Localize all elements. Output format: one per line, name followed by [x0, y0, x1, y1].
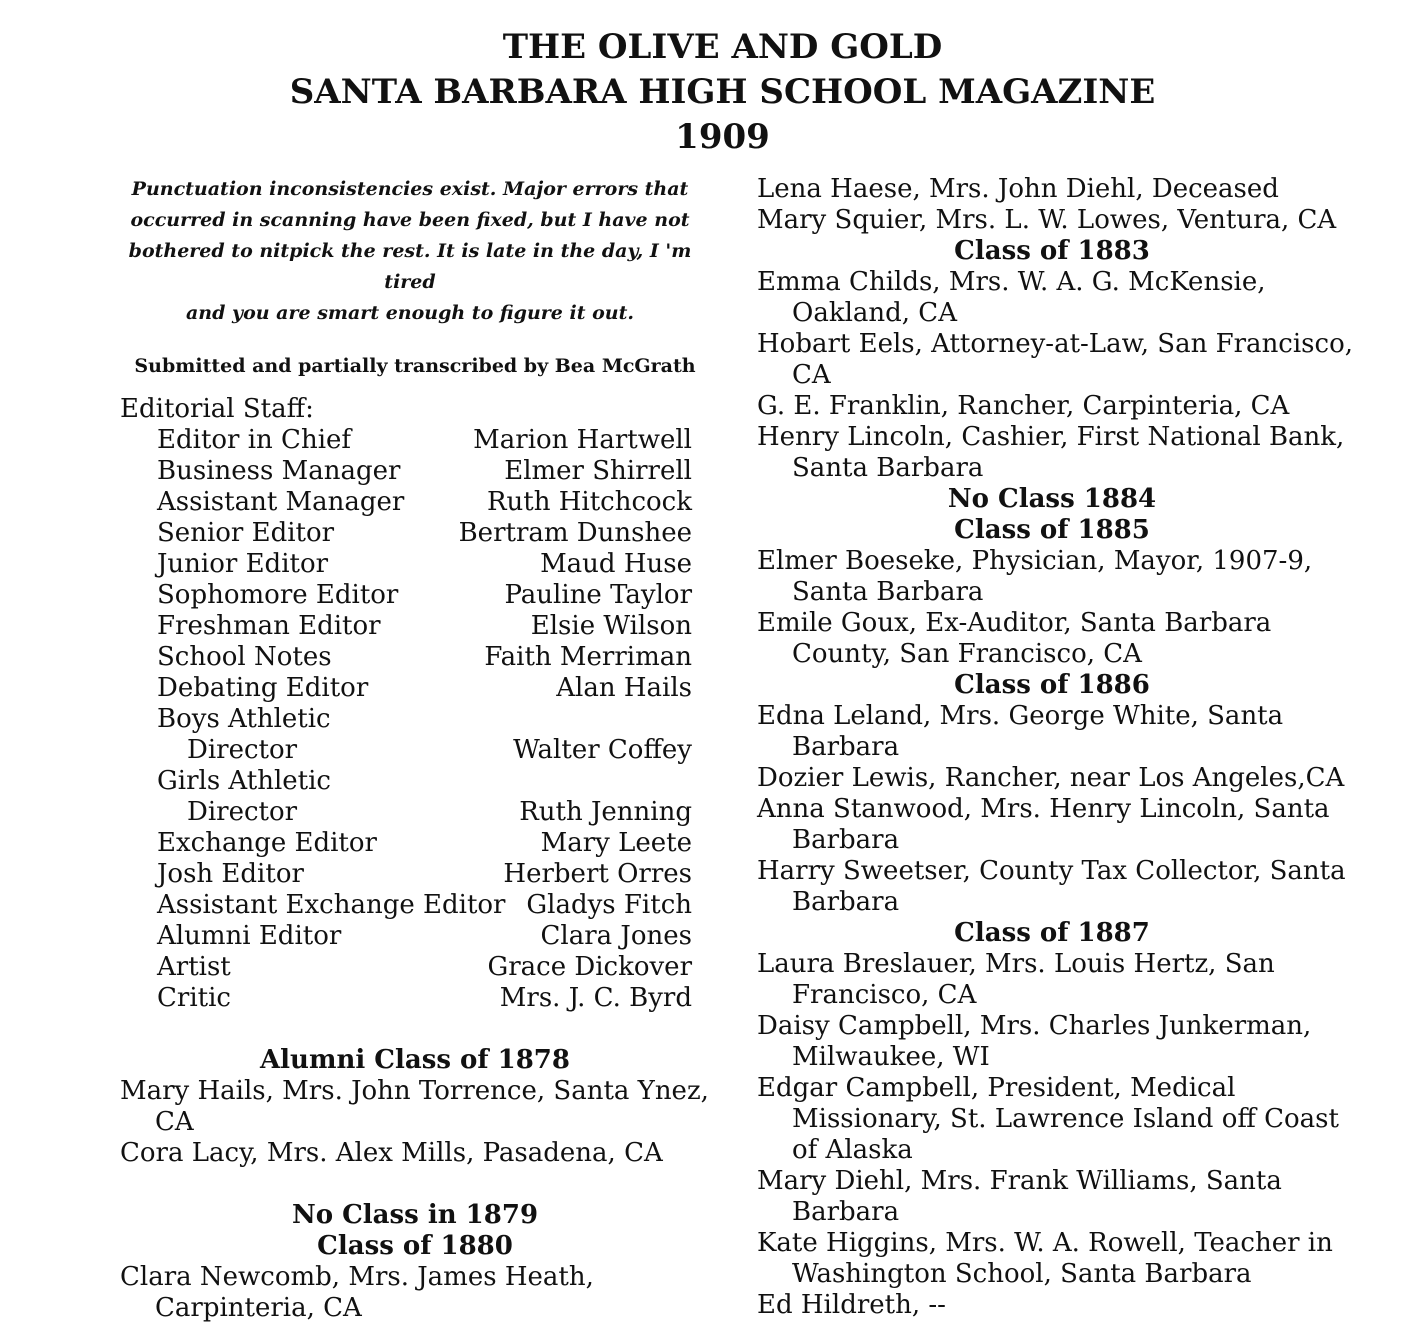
- alumni-entry: [120, 1076, 710, 1138]
- staff-role: Exchange Editor: [157, 828, 377, 858]
- staff-row: [120, 704, 710, 735]
- staff-row: [120, 983, 710, 1014]
- entry-line: Mary Squier, Mrs. L. W. Lowes, Ventura, CA: [757, 205, 1337, 235]
- entry-line: Henry Lincoln, Cashier, First National Bank,: [757, 422, 1345, 452]
- magazine-subtitle: SANTA BARBARA HIGH SCHOOL MAGAZINE: [289, 72, 1156, 112]
- entry-continuation: Barbara: [792, 1197, 900, 1227]
- staff-role: Director: [187, 735, 298, 765]
- staff-name: Elmer Shirrell: [504, 456, 692, 486]
- staff-name: Gladys Fitch: [526, 890, 692, 920]
- staff-row: [120, 766, 710, 797]
- staff-row: [120, 828, 710, 859]
- alumni-entry: [757, 701, 1407, 763]
- alumni-entry: [757, 949, 1407, 1011]
- staff-name: Walter Coffey: [513, 735, 692, 765]
- staff-name: Ruth Jenning: [519, 797, 692, 827]
- alumni-entry: [757, 205, 1407, 236]
- note-line: bothered to nitpick the rest. It is late in the day, I 'm tired: [128, 240, 692, 293]
- entry-continuation: Santa Barbara: [792, 453, 984, 483]
- staff-role: Junior Editor: [157, 549, 329, 579]
- staff-row: [120, 952, 710, 983]
- class-heading-1885: Class of 1885: [954, 515, 1150, 545]
- staff-name: Herbert Orres: [503, 859, 692, 889]
- staff-name: Alan Hails: [556, 673, 692, 703]
- entry-line: Emma Childs, Mrs. W. A. G. McKensie,: [757, 267, 1266, 297]
- entry-line: Lena Haese, Mrs. John Diehl, Deceased: [757, 174, 1279, 204]
- staff-role: Assistant Manager: [157, 487, 405, 517]
- entry-line: Mary Hails, Mrs. John Torrence, Santa Ynez,: [120, 1076, 709, 1106]
- staff-role: Assistant Exchange Editor: [157, 890, 506, 920]
- entry-line: Edgar Campbell, President, Medical: [757, 1073, 1236, 1103]
- staff-role: Freshman Editor: [157, 611, 381, 641]
- staff-role: Debating Editor: [157, 673, 369, 703]
- staff-role: School Notes: [157, 642, 332, 672]
- entry-line: Cora Lacy, Mrs. Alex Mills, Pasadena, CA: [120, 1138, 663, 1168]
- staff-name: Grace Dickover: [487, 952, 692, 982]
- entry-continuation: Washington School, Santa Barbara: [792, 1259, 1252, 1289]
- note-line: and you are smart enough to figure it out.: [186, 302, 634, 324]
- right-column: [757, 174, 1407, 1321]
- staff-row: [120, 673, 710, 704]
- staff-name: Maud Huse: [540, 549, 692, 579]
- staff-name: Mrs. J. C. Byrd: [499, 983, 692, 1013]
- staff-row: [120, 518, 710, 549]
- staff-name: Clara Jones: [540, 921, 692, 951]
- entry-line: G. E. Franklin, Rancher, Carpinteria, CA: [757, 391, 1290, 421]
- entry-line: Hobart Eels, Attorney-at-Law, San Francisco,: [757, 329, 1354, 359]
- staff-role: Alumni Editor: [157, 921, 342, 951]
- class-heading-1878: Alumni Class of 1878: [260, 1045, 570, 1075]
- class-heading-1880: Class of 1880: [317, 1231, 513, 1261]
- alumni-entry: [757, 1290, 1407, 1321]
- note-line: occurred in scanning have been fixed, but I have not: [130, 209, 690, 231]
- alumni-entry: [757, 546, 1407, 608]
- entry-continuation: Milwaukee, WI: [792, 1042, 990, 1072]
- staff-row: [120, 921, 710, 952]
- entry-continuation: Barbara: [792, 887, 900, 917]
- note-line: Punctuation inconsistencies exist. Major errors that: [131, 178, 689, 200]
- alumni-entry: [757, 608, 1407, 670]
- alumni-entry: [757, 794, 1407, 856]
- entry-line: Daisy Campbell, Mrs. Charles Junkerman,: [757, 1011, 1312, 1041]
- staff-role: Josh Editor: [157, 859, 304, 889]
- class-heading-1887: Class of 1887: [954, 918, 1150, 948]
- editorial-staff-list: [120, 425, 710, 1014]
- staff-name: Marion Hartwell: [473, 425, 692, 455]
- entry-line: Harry Sweetser, County Tax Collector, Santa: [757, 856, 1346, 886]
- staff-name: Bertram Dunshee: [458, 518, 692, 548]
- alumni-entry: [757, 1228, 1407, 1290]
- editorial-staff-heading: Editorial Staff:: [120, 394, 314, 424]
- entry-line: Clara Newcomb, Mrs. James Heath,: [120, 1262, 594, 1292]
- staff-row: [120, 456, 710, 487]
- entry-line: Dozier Lewis, Rancher, near Los Angeles,CA: [757, 763, 1345, 793]
- staff-role: Sophomore Editor: [157, 580, 399, 610]
- class-heading-1879: No Class in 1879: [291, 1200, 539, 1230]
- staff-role: Girls Athletic: [157, 766, 331, 796]
- staff-role: Artist: [157, 952, 231, 982]
- staff-name: Pauline Taylor: [504, 580, 692, 610]
- alumni-entry: [757, 329, 1407, 391]
- entry-line: Ed Hildreth, --: [757, 1290, 946, 1320]
- alumni-entry: [757, 391, 1407, 422]
- staff-row: [120, 611, 710, 642]
- alumni-entry: [120, 1138, 710, 1169]
- staff-row: [120, 797, 710, 828]
- staff-row: [120, 580, 710, 611]
- alumni-entry: [757, 422, 1407, 484]
- magazine-title: THE OLIVE AND GOLD: [502, 27, 943, 67]
- submitted-by: Submitted and partially transcribed by Bea McGrath: [134, 355, 696, 377]
- entry-continuation: Barbara: [792, 825, 900, 855]
- alumni-entry: [757, 856, 1407, 918]
- class-heading-1884: No Class 1884: [947, 484, 1157, 514]
- alumni-entry: [757, 174, 1407, 205]
- staff-role: Critic: [157, 983, 231, 1013]
- entry-line: Elmer Boeseke, Physician, Mayor, 1907-9,: [757, 546, 1313, 576]
- staff-role: Business Manager: [157, 456, 401, 486]
- staff-row: [120, 859, 710, 890]
- staff-name: Ruth Hitchcock: [486, 487, 692, 517]
- entry-continuation: CA: [155, 1107, 194, 1137]
- staff-role: Boys Athletic: [157, 704, 331, 734]
- entry-line: Kate Higgins, Mrs. W. A. Rowell, Teacher in: [757, 1228, 1333, 1258]
- entry-continuation: Barbara: [792, 732, 900, 762]
- staff-row: [120, 425, 710, 456]
- entry-continuation: Carpinteria, CA: [155, 1293, 362, 1323]
- entry-continuation: County, San Francisco, CA: [792, 639, 1142, 669]
- entry-continuation: Oakland, CA: [792, 298, 957, 328]
- staff-role: Editor in Chief: [157, 425, 352, 455]
- staff-name: Faith Merriman: [484, 642, 692, 672]
- entry-continuation: CA: [792, 360, 831, 390]
- entry-line: Edna Leland, Mrs. George White, Santa: [757, 701, 1284, 731]
- alumni-entry: [757, 267, 1407, 329]
- entry-line: Anna Stanwood, Mrs. Henry Lincoln, Santa: [757, 794, 1330, 824]
- entry-line: Laura Breslauer, Mrs. Louis Hertz, San: [757, 949, 1275, 979]
- alumni-entry: [757, 763, 1407, 794]
- staff-row: [120, 487, 710, 518]
- alumni-entry: [757, 1166, 1407, 1228]
- entry-line: Emile Goux, Ex-Auditor, Santa Barbara: [757, 608, 1272, 638]
- staff-row: [120, 549, 710, 580]
- staff-name: Mary Leete: [540, 828, 692, 858]
- staff-row: [120, 735, 710, 766]
- class-heading-1883: Class of 1883: [954, 236, 1150, 266]
- entry-line: Mary Diehl, Mrs. Frank Williams, Santa: [757, 1166, 1282, 1196]
- staff-row: [120, 642, 710, 673]
- alumni-entry: [757, 1073, 1407, 1166]
- left-column: [120, 174, 710, 1324]
- entry-continuation: Missionary, St. Lawrence Island off Coast: [792, 1104, 1339, 1134]
- class-heading-1886: Class of 1886: [954, 670, 1150, 700]
- transcriber-note: [120, 174, 710, 329]
- staff-role: Director: [187, 797, 298, 827]
- entry-continuation: Santa Barbara: [792, 577, 984, 607]
- staff-name: Elsie Wilson: [530, 611, 692, 641]
- magazine-year: 1909: [675, 117, 770, 157]
- entry-continuation: Francisco, CA: [792, 980, 977, 1010]
- alumni-entry: [120, 1262, 710, 1324]
- staff-role: Senior Editor: [157, 518, 335, 548]
- entry-continuation: of Alaska: [792, 1135, 913, 1165]
- staff-row: [120, 890, 710, 921]
- alumni-entry: [757, 1011, 1407, 1073]
